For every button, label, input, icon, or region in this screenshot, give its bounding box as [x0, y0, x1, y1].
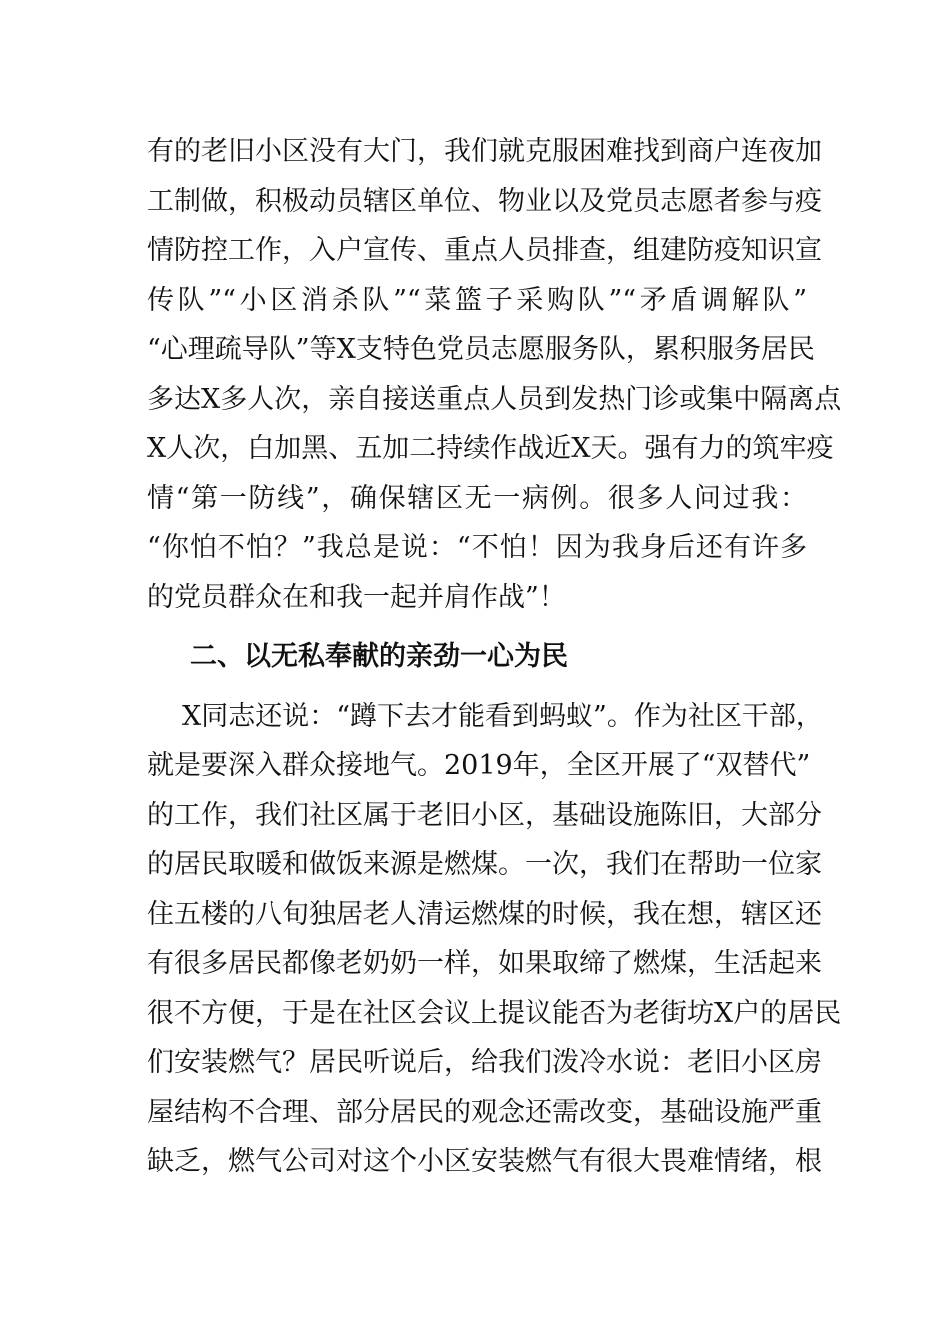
paragraph-line: 传队”“小区消杀队”“菜篮子采购队”“矛盾调解队”	[147, 285, 807, 316]
paragraph-line: 的党员群众在和我一起并肩作战”！	[147, 582, 566, 613]
section-heading: 二、以无私奉献的亲劲一心为民	[190, 641, 568, 672]
paragraph-line: X人次，白加黑、五加二持续作战近X天。强有力的筑牢疫	[147, 433, 834, 464]
paragraph-line: 们安装燃气？居民听说后，给我们泼冷水说：老旧小区房	[147, 1047, 822, 1078]
paragraph-line: 的工作，我们社区属于老旧小区，基础设施陈旧，大部分	[147, 800, 822, 831]
paragraph-line: X同志还说：“蹲下去才能看到蚂蚁”。作为社区干部，	[182, 701, 823, 732]
paragraph-line: “心理疏导队”等X支特色党员志愿服务队，累积服务居民	[147, 334, 815, 365]
paragraph-line: 的居民取暖和做饭来源是燃煤。一次，我们在帮助一位家	[147, 849, 822, 880]
paragraph-line: “你怕不怕？”我总是说：“不怕！因为我身后还有许多	[147, 532, 807, 563]
paragraph-line: 住五楼的八旬独居老人清运燃煤的时候，我在想，辖区还	[147, 899, 822, 930]
paragraph-line: 缺乏，燃气公司对这个小区安装燃气有很大畏难情绪，根	[147, 1146, 822, 1177]
paragraph-line: 多达X多人次，亲自接送重点人员到发热门诊或集中隔离点	[147, 384, 842, 415]
paragraph-line: 情“第一防线”，确保辖区无一病例。很多人问过我：	[147, 483, 807, 514]
paragraph-line: 有很多居民都像老奶奶一样，如果取缔了燃煤，生活起来	[147, 948, 822, 979]
paragraph-line: 有的老旧小区没有大门，我们就克服困难找到商户连夜加	[147, 136, 822, 167]
paragraph-line: 就是要深入群众接地气。2019年，全区开展了“双替代”	[147, 750, 811, 781]
paragraph-line: 情防控工作，入户宣传、重点人员排查，组建防疫知识宣	[147, 235, 822, 266]
paragraph-line: 工制做，积极动员辖区单位、物业以及党员志愿者参与疫	[147, 186, 822, 217]
paragraph-line: 很不方便，于是在社区会议上提议能否为老街坊X户的居民	[147, 998, 842, 1029]
paragraph-line: 屋结构不合理、部分居民的观念还需改变，基础设施严重	[147, 1097, 822, 1128]
